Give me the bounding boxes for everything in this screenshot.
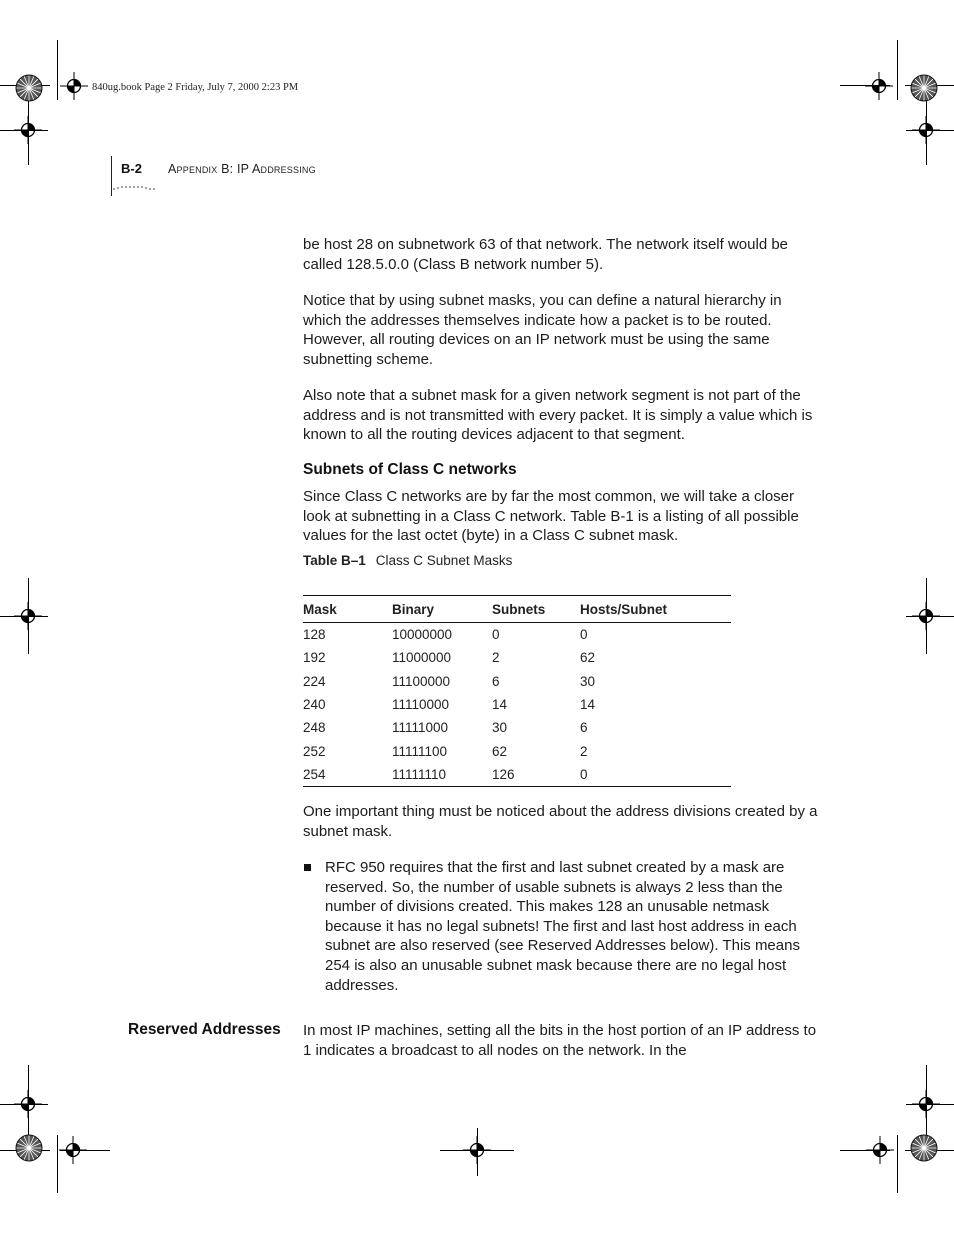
table-cell: 248 [303, 720, 326, 736]
table-row [303, 646, 731, 669]
registration-mark-icon [14, 1090, 42, 1118]
table-row [303, 739, 731, 762]
registration-mark-icon [60, 72, 88, 100]
body-paragraph: One important thing must be noticed about the address divisions created by a subnet mask. [303, 803, 818, 840]
star-target-icon [15, 1134, 43, 1162]
table-cell: 252 [303, 743, 326, 759]
body-paragraph: In most IP machines, setting all the bits in the host portion of an IP address to 1 indicates a broadcast to all nodes on the network. In the [303, 1022, 817, 1059]
table-cell: 11111110 [392, 763, 492, 787]
table-cell: 254 [303, 763, 392, 787]
table-header-row [303, 596, 731, 623]
registration-mark-icon [14, 116, 42, 144]
table-cell: 30 [580, 673, 596, 689]
crop-mark [57, 1135, 58, 1193]
section-intro: Since Class C networks are by far the most common, we will take a closer look at subnetting in a Class C network. Table B-1 is a listing of all possible values for the last octet (byte) in a Class C subnet mask. [303, 488, 799, 545]
table-row [303, 670, 731, 693]
crop-mark [57, 40, 58, 100]
table-cell: 10000000 [392, 627, 453, 643]
table-cell: 126 [492, 763, 580, 787]
table-cell: 6 [580, 720, 588, 736]
column-header: Mask [303, 596, 392, 623]
table-cell: 11111100 [392, 743, 448, 759]
table-cell: 11000000 [392, 650, 452, 666]
body-paragraph: be host 28 on subnetwork 63 of that network. The network itself would be called 128.5.0.0 (Class B network number 5). [303, 236, 789, 273]
table-cell: 128 [303, 627, 326, 643]
bullet-item: RFC 950 requires that the first and last subnet created by a mask are reserved. So, the number of usable subnets is always 2 less than the number of divisions created. This makes 128 an unusable netmask because it has no legal subnets! The first and last host address in each subnet are also reserved (see Reserved Addresses below). This means 254 is also an unusable subnet mask because there are no legal host addresses. [325, 859, 800, 994]
table-cell: 0 [580, 763, 731, 787]
column-header: Subnets [492, 596, 580, 623]
bullet-square-icon [304, 864, 311, 871]
table-cell: 224 [303, 673, 326, 689]
star-target-icon [910, 1134, 938, 1162]
body-paragraph: Notice that by using subnet masks, you can define a natural hierarchy in which the addresses themselves indicate how a packet is to be routed. However, all routing devices on an IP network must be using the same subnetting scheme. [303, 292, 782, 368]
table-cell: 2 [492, 650, 500, 666]
reserved-addresses-heading: Reserved Addresses [128, 1021, 281, 1038]
table-cell: 240 [303, 697, 326, 713]
column-header: Hosts/Subnet [580, 596, 731, 623]
crop-mark [897, 40, 898, 100]
table-cell: 6 [492, 673, 500, 689]
star-target-icon [910, 74, 938, 102]
registration-mark-icon [866, 1136, 894, 1164]
crop-mark [897, 1135, 898, 1193]
subnet-mask-table [303, 595, 731, 787]
table-cell: 11110000 [392, 697, 450, 713]
registration-mark-icon [14, 602, 42, 630]
table-cell: 11100000 [392, 673, 451, 689]
table-cell: 14 [492, 697, 508, 713]
table-row [303, 693, 731, 716]
table-row [303, 763, 731, 787]
table-cell: 62 [580, 650, 596, 666]
table-cell: 11111000 [392, 720, 449, 736]
registration-mark-icon [865, 72, 893, 100]
table-title: Class C Subnet Masks [375, 553, 513, 568]
table-row [303, 716, 731, 739]
page-number: B-2 [121, 161, 142, 176]
registration-mark-icon [463, 1136, 491, 1164]
table-cell: 14 [580, 697, 596, 713]
running-title: Appendix B: IP Addressing [168, 162, 316, 176]
table-row [303, 623, 731, 647]
table-cell: 2 [580, 743, 588, 759]
print-slug: 840ug.book Page 2 Friday, July 7, 2000 2:23 PM [92, 82, 299, 93]
table-caption [303, 553, 512, 568]
table-label: Table B–1 [303, 553, 366, 568]
registration-mark-icon [912, 602, 940, 630]
registration-mark-icon [59, 1136, 87, 1164]
table-cell: 0 [580, 627, 588, 643]
registration-mark-icon [912, 1090, 940, 1118]
star-target-icon [15, 74, 43, 102]
header-dotted-rule [111, 185, 157, 191]
table-cell: 30 [492, 720, 508, 736]
section-heading: Subnets of Class C networks [303, 461, 517, 478]
table-cell: 62 [492, 743, 508, 759]
registration-mark-icon [912, 116, 940, 144]
body-paragraph: Also note that a subnet mask for a given network segment is not part of the address and is not transmitted with every packet. It is simply a value which is known to all the routing devices adjacent to that segment. [303, 387, 813, 444]
table-cell: 192 [303, 650, 326, 666]
table-cell: 0 [492, 627, 500, 643]
column-header: Binary [392, 596, 492, 623]
